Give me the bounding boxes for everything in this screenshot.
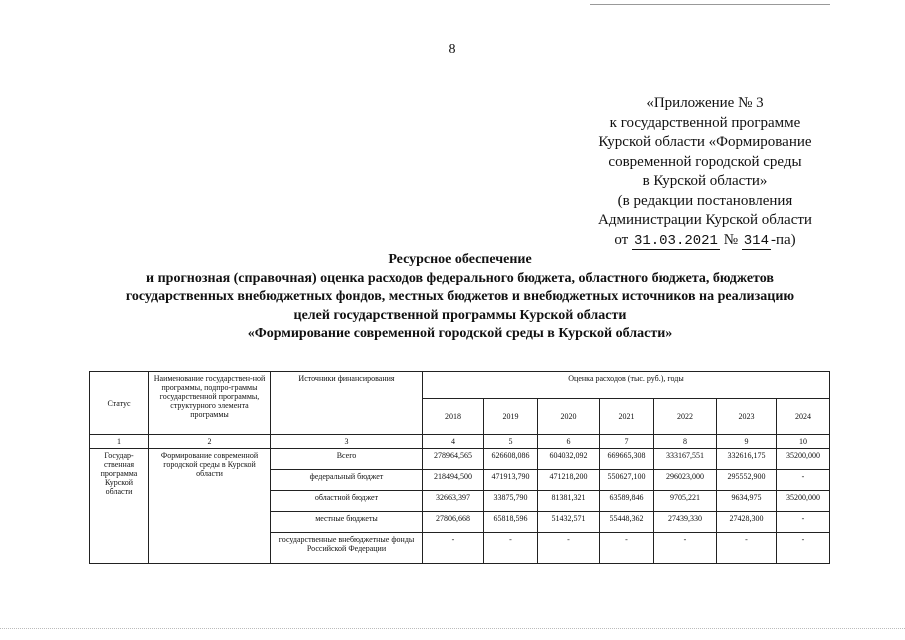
appendix-line: в Курской области» xyxy=(642,173,768,189)
column-number: 10 xyxy=(777,435,830,449)
appendix-line: к государственной программе xyxy=(609,114,801,131)
year-header: 2023 xyxy=(717,399,777,435)
value-cell: 51432,571 xyxy=(538,512,600,533)
column-number: 1 xyxy=(90,435,149,449)
value-cell: 333167,551 xyxy=(654,449,717,470)
value-cell: - xyxy=(717,533,777,564)
column-number: 8 xyxy=(654,435,717,449)
value-cell: 332616,175 xyxy=(717,449,777,470)
decree-date: 31.03.2021 xyxy=(633,232,718,249)
bottom-scan-edge xyxy=(0,628,905,629)
value-cell: 33875,790 xyxy=(484,491,538,512)
decree-number: 314 xyxy=(743,232,769,249)
value-cell: 55448,362 xyxy=(600,512,654,533)
value-cell: 471913,790 xyxy=(484,470,538,491)
title-line: и прогнозная (справочная) оценка расходов федерального бюджета, областного бюджета, бюджетов xyxy=(146,270,774,286)
value-cell: - xyxy=(538,533,600,564)
value-cell: 218494,500 xyxy=(423,470,484,491)
year-header: 2022 xyxy=(654,399,717,435)
value-cell: 550627,100 xyxy=(600,470,654,491)
value-cell: 63589,846 xyxy=(600,491,654,512)
value-cell: 278964,565 xyxy=(423,449,484,470)
number-suffix: -па) xyxy=(770,231,796,248)
year-header: 2018 xyxy=(423,399,484,435)
title-line: государственных внебюджетных фондов, местных бюджетов и внебюджетных источников на реализацию xyxy=(125,289,795,304)
program-name-cell: Формирование современной городской среды в Курской области xyxy=(149,449,271,564)
document-title xyxy=(60,251,860,344)
year-header: 2021 xyxy=(600,399,654,435)
title-line: Ресурсное обеспечение xyxy=(388,252,532,267)
value-cell: 296023,000 xyxy=(654,470,717,491)
value-cell: - xyxy=(777,470,830,491)
appendix-date-line xyxy=(560,231,850,252)
value-cell: 65818,596 xyxy=(484,512,538,533)
value-cell: 604032,092 xyxy=(538,449,600,470)
value-cell: 32663,397 xyxy=(423,491,484,512)
number-sign: № xyxy=(723,231,739,248)
column-number: 6 xyxy=(538,435,600,449)
appendix-line: Администрации Курской области xyxy=(598,212,812,228)
value-cell: 669665,308 xyxy=(600,449,654,470)
value-cell: 35200,000 xyxy=(777,491,830,512)
status-cell: Государ-ственная программа Курской области xyxy=(90,449,149,564)
resource-table xyxy=(89,371,830,564)
value-cell: - xyxy=(654,533,717,564)
value-cell: 9705,221 xyxy=(654,491,717,512)
appendix-line: Курской области «Формирование xyxy=(598,134,812,150)
source-cell: государственные внебюджетные фонды Российской Федерации xyxy=(271,533,423,564)
column-number: 3 xyxy=(271,435,423,449)
source-cell: областной бюджет xyxy=(271,491,423,512)
appendix-line: современной городской среды xyxy=(608,153,802,170)
header-estimate: Оценка расходов (тыс. руб.), годы xyxy=(423,372,830,399)
column-number: 4 xyxy=(423,435,484,449)
top-scan-rule xyxy=(590,4,830,5)
value-cell: 81381,321 xyxy=(538,491,600,512)
column-number: 2 xyxy=(149,435,271,449)
value-cell: 27439,330 xyxy=(654,512,717,533)
column-number: 5 xyxy=(484,435,538,449)
value-cell: 626608,086 xyxy=(484,449,538,470)
value-cell: - xyxy=(423,533,484,564)
page-number: 8 xyxy=(448,42,456,57)
appendix-line: (в редакции постановления xyxy=(617,192,793,209)
value-cell: - xyxy=(484,533,538,564)
value-cell: 27428,300 xyxy=(717,512,777,533)
value-cell: - xyxy=(777,512,830,533)
year-header: 2024 xyxy=(777,399,830,435)
value-cell: 27806,668 xyxy=(423,512,484,533)
value-cell: - xyxy=(777,533,830,564)
source-cell: местные бюджеты xyxy=(271,512,423,533)
title-line: целей государственной программы Курской области xyxy=(293,307,627,323)
table-row xyxy=(90,449,830,470)
title-line: «Формирование современной городской среды в Курской области» xyxy=(247,326,673,341)
value-cell: 9634,975 xyxy=(717,491,777,512)
year-header: 2019 xyxy=(484,399,538,435)
value-cell: 35200,000 xyxy=(777,449,830,470)
appendix-line: «Приложение № 3 xyxy=(646,95,764,111)
value-cell: 471218,200 xyxy=(538,470,600,491)
column-number: 7 xyxy=(600,435,654,449)
value-cell: 295552,900 xyxy=(717,470,777,491)
header-name: Наименование государствен-ной программы, подпро-граммы государственной программы, структурного элемента программы xyxy=(149,372,271,435)
source-cell: федеральный бюджет xyxy=(271,470,423,491)
header-status: Статус xyxy=(90,372,149,435)
column-number: 9 xyxy=(717,435,777,449)
value-cell: - xyxy=(600,533,654,564)
header-sources: Источники финансирования xyxy=(271,372,423,435)
date-prefix: от xyxy=(614,231,629,248)
appendix-block xyxy=(560,94,850,251)
year-header: 2020 xyxy=(538,399,600,435)
source-cell: Всего xyxy=(271,449,423,470)
